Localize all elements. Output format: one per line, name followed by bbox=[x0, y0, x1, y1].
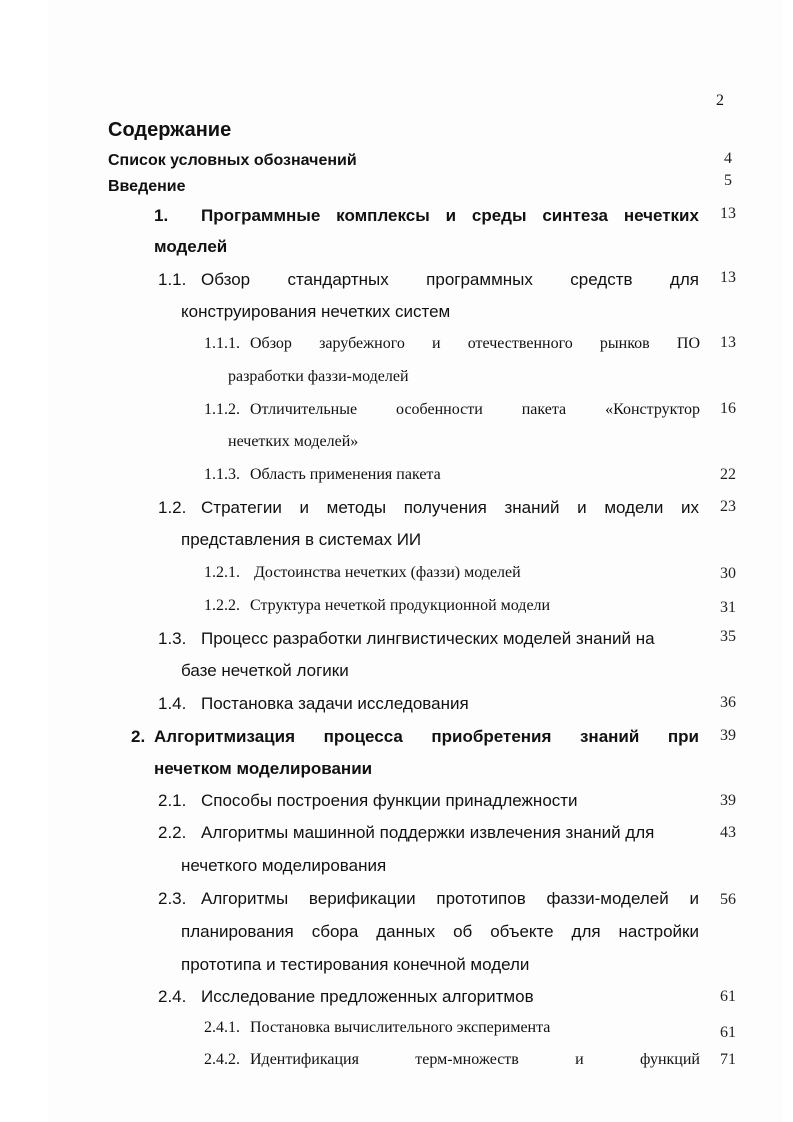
toc-s1-1-2-line2: нечетких моделей» bbox=[228, 433, 359, 450]
toc-s2-4-1-num: 2.4.1. bbox=[204, 1019, 240, 1036]
toc-abbrev-page: 4 bbox=[724, 150, 732, 167]
toc-s1-2-num: 1.2. bbox=[158, 498, 187, 517]
toc-s1-3-line1: Процесс разработки лингвистических моделей знаний на bbox=[201, 629, 655, 648]
toc-s2-4-page: 61 bbox=[720, 988, 736, 1005]
toc-s1-1-page: 13 bbox=[720, 269, 736, 286]
toc-s1-1-2-num: 1.1.2. bbox=[204, 401, 240, 418]
toc-s1-1-line1: Обзор стандартных программных средств для bbox=[201, 270, 699, 289]
toc-s2-1-page: 39 bbox=[720, 792, 736, 809]
toc-s1-2-1-num: 1.2.1. bbox=[204, 564, 240, 581]
toc-s1-1-2-page: 16 bbox=[720, 400, 736, 417]
toc-intro-page: 5 bbox=[724, 172, 732, 189]
toc-s2-3-num: 2.3. bbox=[158, 889, 187, 908]
toc-s1-1-line2: конструирования нечетких систем bbox=[181, 302, 451, 321]
toc-s1-4-num: 1.4. bbox=[158, 694, 187, 713]
toc-s2-2-line1: Алгоритмы машинной поддержки извлечения знаний для bbox=[201, 823, 655, 842]
toc-s2-4-1-label: Постановка вычислительного эксперимента bbox=[250, 1019, 551, 1036]
toc-s2-2-page: 43 bbox=[720, 824, 736, 841]
toc-s1-1-num: 1.1. bbox=[158, 270, 187, 289]
toc-ch2-num: 2. bbox=[131, 727, 146, 746]
toc-intro-label: Введение bbox=[108, 178, 186, 195]
toc-s2-2-line2: нечеткого моделирования bbox=[181, 856, 387, 875]
toc-s1-1-1-page: 13 bbox=[720, 334, 736, 351]
toc-s1-4-page: 36 bbox=[720, 694, 736, 711]
toc-s2-3-line1: Алгоритмы верификации прототипов фаззи-моделей и bbox=[201, 889, 699, 908]
toc-ch2-page: 39 bbox=[720, 727, 736, 744]
toc-s1-1-1-line1: Обзор зарубежного и отечественного рынков ПО bbox=[250, 335, 700, 352]
toc-s1-2-1-page: 30 bbox=[720, 565, 736, 582]
toc-s1-4-label: Постановка задачи исследования bbox=[201, 694, 469, 713]
toc-ch1-line2: моделей bbox=[154, 237, 228, 256]
toc-s2-4-2-line1: Идентификация терм-множеств и функций bbox=[250, 1051, 700, 1068]
toc-s1-1-3-label: Область применения пакета bbox=[250, 466, 441, 483]
toc-s1-2-line1: Стратегии и методы получения знаний и модели их bbox=[201, 498, 699, 517]
toc-ch1-line1: Программные комплексы и среды синтеза нечетких bbox=[201, 206, 699, 225]
toc-s1-1-3-page: 22 bbox=[720, 466, 736, 483]
toc-ch1-page: 13 bbox=[720, 205, 736, 222]
toc-s2-2-num: 2.2. bbox=[158, 823, 187, 842]
page-number: 2 bbox=[716, 92, 724, 109]
toc-s2-4-1-page: 61 bbox=[720, 1024, 736, 1041]
toc-s2-3-page: 56 bbox=[720, 891, 736, 908]
toc-s1-2-2-label: Структура нечеткой продукционной модели bbox=[250, 597, 551, 614]
toc-s2-4-label: Исследование предложенных алгоритмов bbox=[201, 987, 534, 1006]
toc-s1-2-page: 23 bbox=[720, 498, 736, 515]
toc-s1-3-num: 1.3. bbox=[158, 629, 187, 648]
toc-abbrev-label: Список условных обозначений bbox=[108, 152, 357, 169]
toc-s2-3-line2: планирования сбора данных об объекте для настройки bbox=[181, 922, 699, 941]
toc-ch1-num: 1. bbox=[154, 206, 169, 225]
toc-s2-4-num: 2.4. bbox=[158, 987, 187, 1006]
toc-ch2-line2: нечетком моделировании bbox=[154, 759, 373, 778]
toc-heading: Содержание bbox=[108, 119, 232, 141]
toc-s1-1-3-num: 1.1.3. bbox=[204, 466, 240, 483]
toc-s2-1-label: Способы построения функции принадлежности bbox=[201, 791, 578, 810]
toc-s1-2-2-num: 1.2.2. bbox=[204, 597, 240, 614]
toc-s2-4-2-num: 2.4.2. bbox=[204, 1051, 240, 1068]
toc-s2-4-2-page: 71 bbox=[720, 1051, 736, 1068]
toc-s1-3-page: 35 bbox=[720, 628, 736, 645]
toc-s1-1-2-line1: Отличительные особенности пакета «Конструктор bbox=[250, 401, 700, 418]
toc-s1-2-2-page: 31 bbox=[720, 599, 736, 616]
toc-s1-2-line2: представления в системах ИИ bbox=[181, 530, 422, 549]
toc-s2-1-num: 2.1. bbox=[158, 791, 187, 810]
toc-ch2-line1: Алгоритмизация процесса приобретения знаний при bbox=[154, 727, 699, 746]
toc-s1-2-1-label: Достоинства нечетких (фаззи) моделей bbox=[254, 564, 521, 581]
toc-s1-3-line2: базе нечеткой логики bbox=[181, 661, 349, 680]
toc-s2-3-line3: прототипа и тестирования конечной модели bbox=[181, 955, 530, 974]
toc-s1-1-1-num: 1.1.1. bbox=[204, 335, 240, 352]
toc-s1-1-1-line2: разработки фаззи-моделей bbox=[228, 368, 409, 385]
